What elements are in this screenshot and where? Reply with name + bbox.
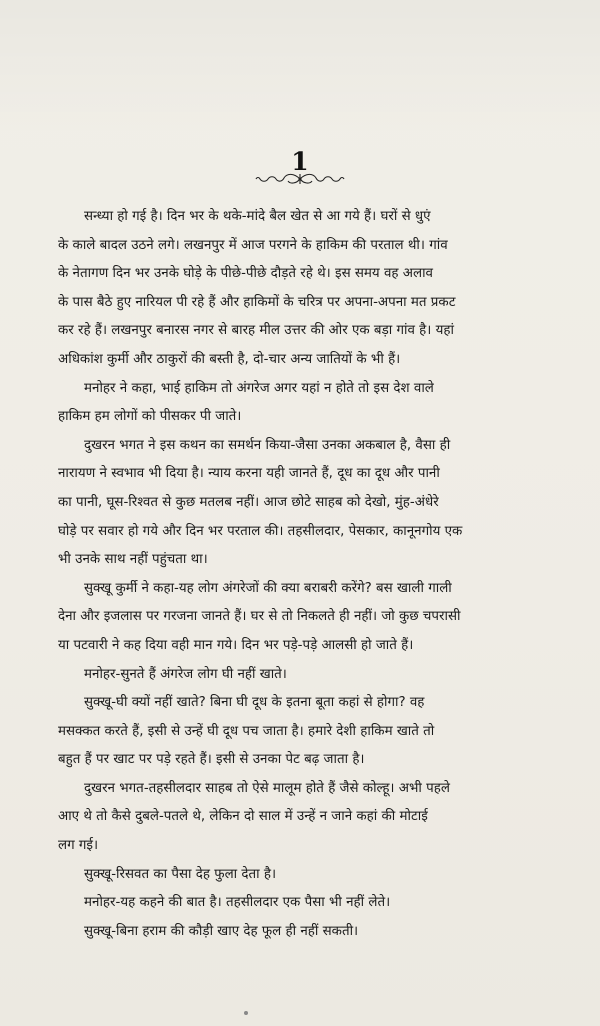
text-line: दुखरन भगत-तहसीलदार साहब तो ऐसे मालूम होते हैं जैसे कोल्हू। अभी पहले [84,780,450,796]
text-line: सन्ध्या हो गई है। दिन भर के थके-मांदे बैल खेत से आ गये हैं। घरों से धुएं [84,209,431,224]
text-line: कर रहे हैं। लखनपुर बनारस नगर से बारह मील उत्तर की ओर एक बड़ा गांव है। यहां [58,323,454,339]
text-line: मसक्कत करते हैं, इसी से उन्हें घी दूध पच जाता है। हमारे देशी हाकिम खाते तो [58,723,435,739]
text-line: घोड़े पर सवार हो गये और दिन भर परताल की। तहसीलदार, पेसकार, कानूनगोय एक [58,523,463,539]
text-line: मनोहर ने कहा, भाई हाकिम तो अंगरेज अगर यहां न होते तो इस देश वाले [84,380,434,396]
text-line: आए थे तो कैसे दुबले-पतले थे, लेकिन दो साल में उन्हें न जाने कहां की मोटाई [58,809,428,825]
text-line: लग गई। [58,838,99,854]
text-line: देना और इजलास पर गरजना जानते हैं। घर से तो निकलते ही नहीं। जो कुछ चपरासी [58,609,461,625]
page-speck [244,1011,248,1015]
chapter-heading [0,148,600,196]
text-line: के काले बादल उठने लगे। लखनपुर में आज परगने के हाकिम की परताल थी। गांव [58,237,448,253]
text-line: के पास बैठे हुए नारियल पी रहे हैं और हाकिमों के चरित्र पर अपना-अपना मत प्रकट [58,294,456,310]
text-line: का पानी, घूस-रिश्वत से कुछ मतलब नहीं। आज छोटे साहब को देखो, मुंह-अंधेरे [58,494,439,510]
text-line: के नेतागण दिन भर उनके घोड़े के पीछे-पीछे दौड़ते रहे थे। इस समय वह अलाव [58,266,433,282]
text-line: दुखरन भगत ने इस कथन का समर्थन किया-जैसा उनका अकबाल है, वैसा ही [84,437,451,453]
text-line: सुक्खू-घी क्यों नहीं खाते? बिना घी दूध के इतना बूता कहां से होगा? वह [84,695,425,711]
text-line: सुक्खू कुर्मी ने कहा-यह लोग अंगरेजों की क्या बराबरी करेंगे? बस खाली गाली [84,580,452,596]
text-line: मनोहर-यह कहने की बात है। तहसीलदार एक पैसा भी नहीं लेते। [84,895,391,911]
text-line: अधिकांश कुर्मी और ठाकुरों की बस्ती है, दो-चार अन्य जातियों के भी हैं। [58,351,401,367]
page-top-shadow [0,0,600,140]
text-line: या पटवारी ने कह दिया वही मान गये। दिन भर पड़े-पड़े आलसी हो जाते हैं। [58,637,414,653]
text-line: सुक्खू-बिना हराम की कौड़ी खाए देह फूल ही नहीं सकती। [84,923,359,939]
body-text [58,203,574,946]
text-line: नारायण ने स्वभाव भी दिया है। न्याय करना यही जानते हैं, दूध का दूध और पानी [58,466,440,482]
chapter-ornament-icon [254,172,346,186]
text-line: हाकिम हम लोगों को पीसकर पी जाते। [58,409,242,425]
chapter-number: 1 [291,147,309,176]
text-line: भी उनके साथ नहीं पहुंचता था। [58,552,208,568]
text-line: बहुत हैं पर खाट पर पड़े रहते हैं। इसी से उनका पेट बढ़ जाता है। [58,752,365,768]
text-line: सुक्खू-रिसवत का पैसा देह फुला देता है। [84,866,277,882]
text-line: मनोहर-सुनते हैं अंगरेज लोग घी नहीं खाते। [84,666,287,682]
